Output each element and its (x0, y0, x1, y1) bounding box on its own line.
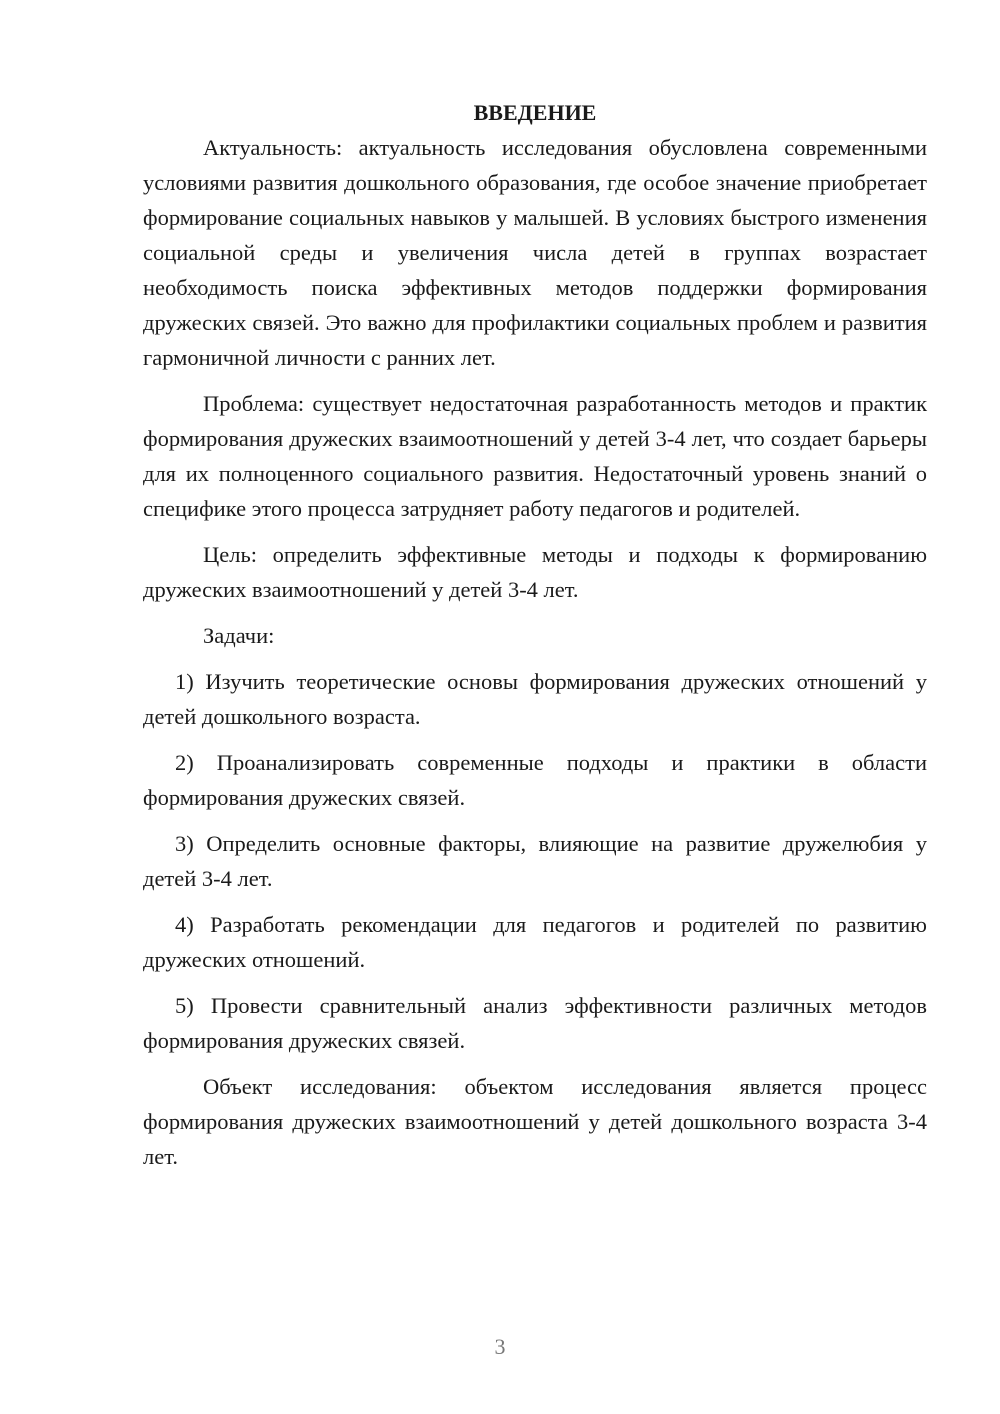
section-title: ВВЕДЕНИЕ (473, 100, 597, 125)
task-item: 3) Определить основные факторы, влияющие на развитие дружелюбия у детей 3-4 лет. (143, 831, 927, 891)
task-item: 5) Провести сравнительный анализ эффективности различных методов формирования дружеских связей. (143, 993, 927, 1053)
page-content (143, 95, 927, 1174)
goal-paragraph: Цель: определить эффективные методы и подходы к формированию дружеских взаимоотношений у детей 3-4 лет. (143, 542, 927, 602)
tasks-list (143, 664, 927, 1058)
problem-paragraph: Проблема: существует недостаточная разработанность методов и практик формирования дружеских взаимоотношений у детей 3-4 лет, что создает барьеры для их полноценного социального развития. Недостаточный уровень знаний о специфике этого процесса затрудняет работу педагогов и родителей. (143, 391, 927, 521)
task-item: 2) Проанализировать современные подходы и практики в области формирования дружеских связей. (143, 750, 927, 810)
relevance-paragraph: Актуальность: актуальность исследования обусловлена современными условиями развития дошкольного образования, где особое значение приобретает формирование социальных навыков у малышей. В условиях быстрого изменения социальной среды и увеличения числа детей в группах возрастает необходимость поиска эффективных методов поддержки формирования дружеских связей. Это важно для профилактики социальных проблем и развития гармоничной личности с ранних лет. (143, 135, 927, 370)
task-item: 1) Изучить теоретические основы формирования дружеских отношений у детей дошкольного возраста. (143, 669, 927, 729)
object-paragraph: Объект исследования: объектом исследования является процесс формирования дружеских взаимоотношений у детей дошкольного возраста 3-4 лет. (143, 1074, 927, 1169)
task-item: 4) Разработать рекомендации для педагогов и родителей по развитию дружеских отношений. (143, 912, 927, 972)
tasks-heading: Задачи: (203, 623, 275, 648)
page-number: 3 (494, 1334, 506, 1359)
